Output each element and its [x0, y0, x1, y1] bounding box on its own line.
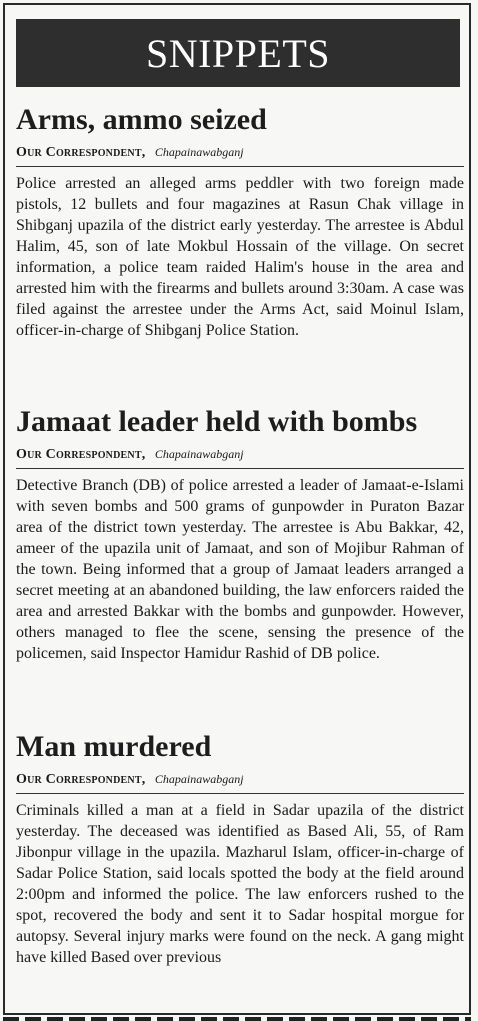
byline-place: Chapainawabganj — [154, 145, 244, 159]
snippets-column — [3, 3, 471, 1015]
story-headline: Man murdered — [16, 730, 212, 763]
story-body: Police arrested an alleged arms peddler with two foreign made pistols, 12 bullets and four magazines at Rasun Chak village in Shibganj upazila of the district early yesterday. The arrestee is Abdul Halim, 45, son of late Mokbul Hossain of the village. On secret information, a police team raided Halim's house in the area and arrested him with the firearms and bullets around 3:30am. A case was filed against the arrestee under the Arms Act, said Moinul Islam, officer-in-charge of Shibganj Police Station. — [16, 175, 464, 339]
section-title: SNIPPETS — [145, 30, 331, 76]
next-article-cropped-headline — [3, 1015, 471, 1021]
story-byline — [16, 445, 464, 469]
byline-author: Our Correspondent, — [16, 447, 146, 462]
byline-place: Chapainawabganj — [154, 772, 244, 786]
section-banner — [16, 19, 460, 87]
story-headline: Jamaat leader held with bombs — [16, 405, 418, 438]
story-jamaat-leader-held — [16, 405, 464, 664]
story-body: Detective Branch (DB) of police arrested a leader of Jamaat-e-Islami with seven bombs and 500 grams of gunpowder in Puraton Bazar area of the district town yesterday. The arrestee is Abu Bakkar, 42, ameer of the upazila unit of Jamaat, and son of Mojibur Rahman of the town. Being informed that a group of Jamaat leaders arranged a secret meeting at an abandoned building, the law enforcers raided the area and arrested Bakkar with the bombs and gunpowder. However, others managed to flee the scene, sensing the presence of the policemen, said Inspector Hamidur Rashid of DB police. — [16, 477, 464, 662]
story-arms-ammo-seized — [16, 103, 464, 341]
story-byline — [16, 143, 464, 167]
story-body: Criminals killed a man at a field in Sadar upazila of the district yesterday. The deceased was identified as Based Ali, 55, of Ram Jibonpur village in the upazila. Mazharul Islam, officer-in-charge of Sadar Police Station, said locals spotted the body at the field around 2:00pm and informed the police. The law enforcers rushed to the spot, recovered the body and sent it to Sadar hospital morgue for autopsy. Several injury marks were found on the neck. A gang might have killed Based over previous — [16, 802, 464, 966]
story-byline — [16, 770, 464, 794]
story-man-murdered — [16, 730, 464, 1010]
byline-author: Our Correspondent, — [16, 772, 146, 787]
story-headline: Arms, ammo seized — [16, 103, 267, 136]
byline-author: Our Correspondent, — [16, 145, 146, 160]
byline-place: Chapainawabganj — [154, 447, 244, 461]
